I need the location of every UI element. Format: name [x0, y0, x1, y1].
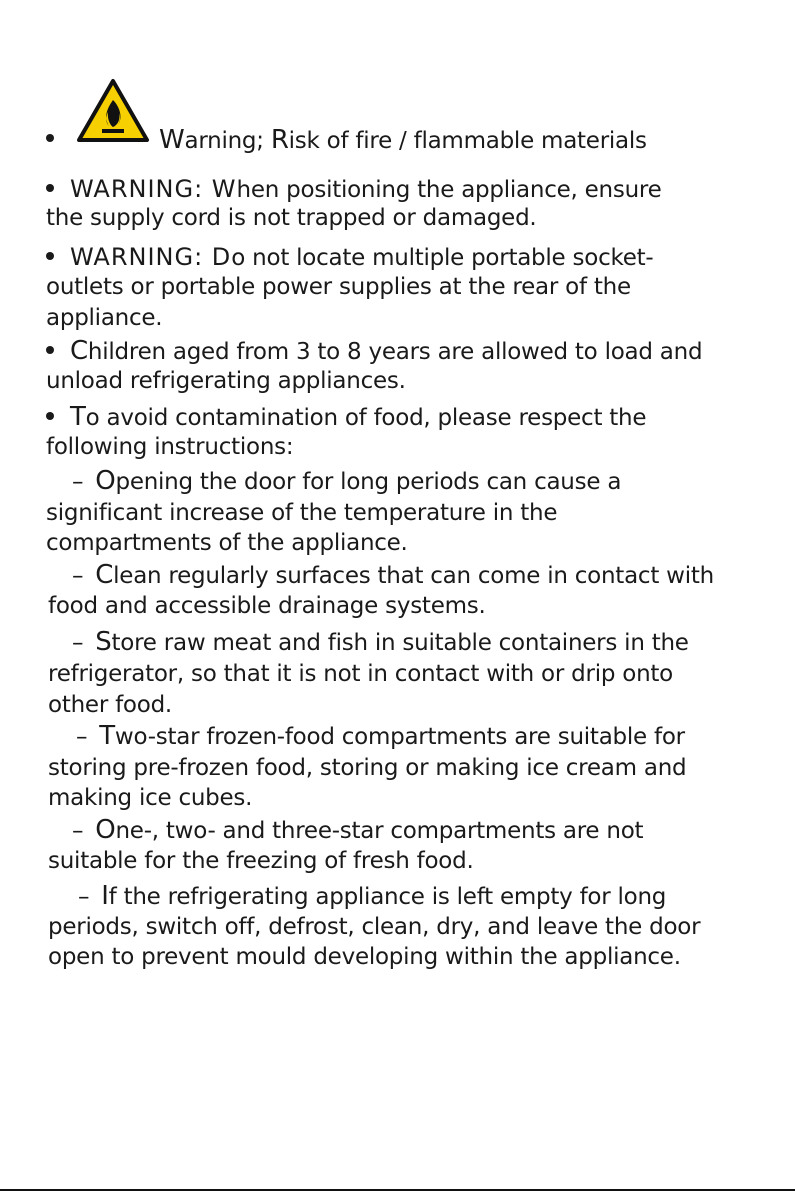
bullet [46, 184, 54, 192]
warning-header-text: Warning; Risk of fire / flammable materials [159, 125, 647, 155]
list-item: To avoid contamination of food, please respect the [46, 402, 646, 433]
sub-list-item: – If the refrigerating appliance is left empty for long [78, 881, 667, 911]
sub-list-item: – Clean regularly surfaces that can come in contact with [72, 560, 714, 590]
sub-list-item-continuation: food and accessible drainage systems. [48, 593, 486, 619]
sub-list-item: – One-, two- and three-star compartments are not [72, 815, 644, 845]
sub-list-item-continuation: making ice cubes. [48, 785, 253, 811]
flammable-warning-icon [76, 78, 150, 144]
list-item-continuation: the supply cord is not trapped or damaged. [46, 205, 537, 231]
bullet [46, 412, 54, 420]
sub-list-item-continuation: suitable for the freezing of fresh food. [48, 848, 474, 874]
list-item: Children aged from 3 to 8 years are allowed to load and [46, 336, 702, 367]
sub-list-item-continuation: periods, switch off, defrost, clean, dry, and leave the door [48, 914, 701, 940]
list-item-continuation: outlets or portable power supplies at the rear of the [46, 274, 631, 300]
bullet [46, 134, 54, 142]
warning-header [46, 125, 70, 155]
bullet [46, 346, 54, 354]
list-item-continuation: appliance. [46, 305, 163, 331]
sub-list-item-continuation: refrigerator, so that it is not in contact with or drip onto [48, 661, 673, 687]
list-item-continuation: following instructions: [46, 434, 294, 460]
sub-list-item: – Store raw meat and fish in suitable containers in the [72, 627, 689, 657]
sub-list-item-continuation: significant increase of the temperature in the [46, 500, 558, 526]
sub-list-item: – Opening the door for long periods can cause a [72, 466, 622, 496]
sub-list-item-continuation: other food. [48, 692, 172, 718]
sub-list-item-continuation: compartments of the appliance. [46, 530, 408, 556]
bullet [46, 252, 54, 260]
sub-list-item: – Two-star frozen-food compartments are suitable for [76, 721, 685, 751]
list-item: WARNING: Do not locate multiple portable socket- [46, 242, 653, 273]
list-item-continuation: unload refrigerating appliances. [46, 368, 406, 394]
sub-list-item-continuation: open to prevent mould developing within the appliance. [48, 944, 681, 970]
list-item: WARNING: When positioning the appliance, ensure [46, 174, 662, 205]
sub-list-item-continuation: storing pre-frozen food, storing or making ice cream and [48, 755, 687, 781]
